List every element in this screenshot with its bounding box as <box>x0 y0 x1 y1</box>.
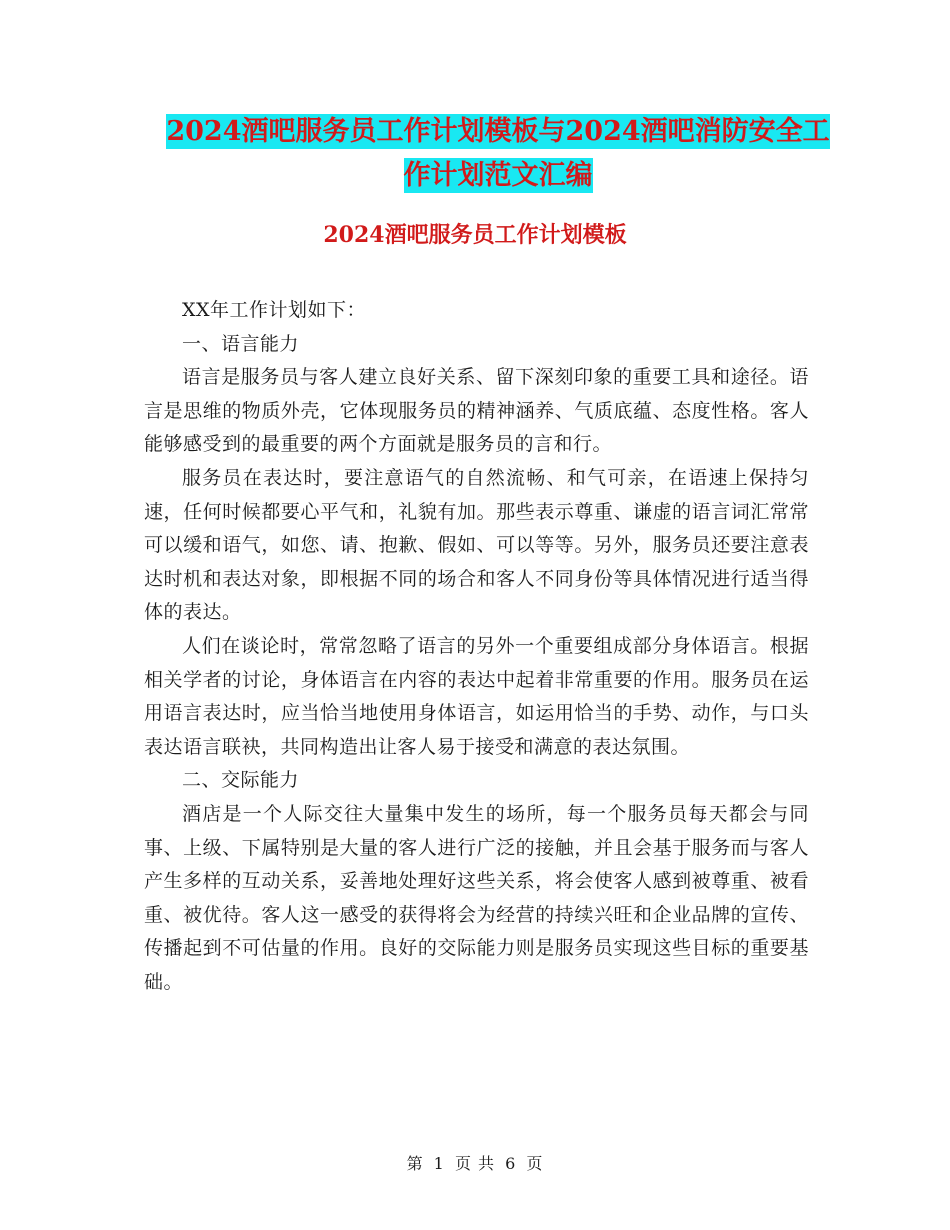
paragraph: 二、交际能力 <box>182 769 300 792</box>
paragraph: 语言是服务员与客人建立良好关系、留下深刻印象的重要工具和途径。语言是思维的物质外壳，它体现服务员的精神涵养、气质底蕴、态度性格。客人能够感受到的最重要的两个方面就是服务员的言和行。 <box>144 366 809 456</box>
page-label-middle: 页 共 <box>454 1154 496 1173</box>
page-label-prefix: 第 <box>406 1154 424 1173</box>
page-number-total: 6 <box>505 1154 517 1173</box>
paragraph: 一、语言能力 <box>182 332 300 355</box>
paragraph: 人们在谈论时，常常忽略了语言的另外一个重要组成部分身体语言。根据相关学者的讨论，身体语言在内容的表达中起着非常重要的作用。服务员在运用语言表达时，应当恰当地使用身体语言，如运用恰当的手势、动作，与口头表达语言联袂，共同构造出让客人易于接受和满意的表达氛围。 <box>144 634 809 758</box>
document-body <box>144 294 809 999</box>
document-title-line-2: 作计划范文汇编 <box>403 160 593 191</box>
document-title <box>140 110 856 198</box>
document-title-line-1: 2024酒吧服务员工作计划模板与2024酒吧消防安全工 <box>166 116 830 147</box>
page-label-suffix: 页 <box>526 1154 544 1173</box>
paragraph: 服务员在表达时，要注意语气的自然流畅、和气可亲，在语速上保持匀速，任何时候都要心平气和，礼貌有加。那些表示尊重、谦虚的语言词汇常常可以缓和语气，如您、请、抱歉、假如、可以等等。另外，服务员还要注意表达时机和表达对象，即根据不同的场合和客人不同身份等具体情况进行适当得体的表达。 <box>144 466 809 624</box>
paragraph: XX年工作计划如下： <box>182 299 367 321</box>
paragraph: 酒店是一个人际交往大量集中发生的场所，每一个服务员每天都会与同事、上级、下属特别是大量的客人进行广泛的接触，并且会基于服务而与客人产生多样的互动关系，妥善地处理好这些关系，将会使客人感到被尊重、被看重、被优待。客人这一感受的获得将会为经营的持续兴旺和企业品牌的宣传、传播起到不可估量的作用。良好的交际能力则是服务员实现这些目标的重要基础。 <box>144 802 809 993</box>
page-footer <box>0 1153 950 1175</box>
page-number-current: 1 <box>433 1154 445 1173</box>
section-heading: 2024酒吧服务员工作计划模板 <box>323 222 627 248</box>
